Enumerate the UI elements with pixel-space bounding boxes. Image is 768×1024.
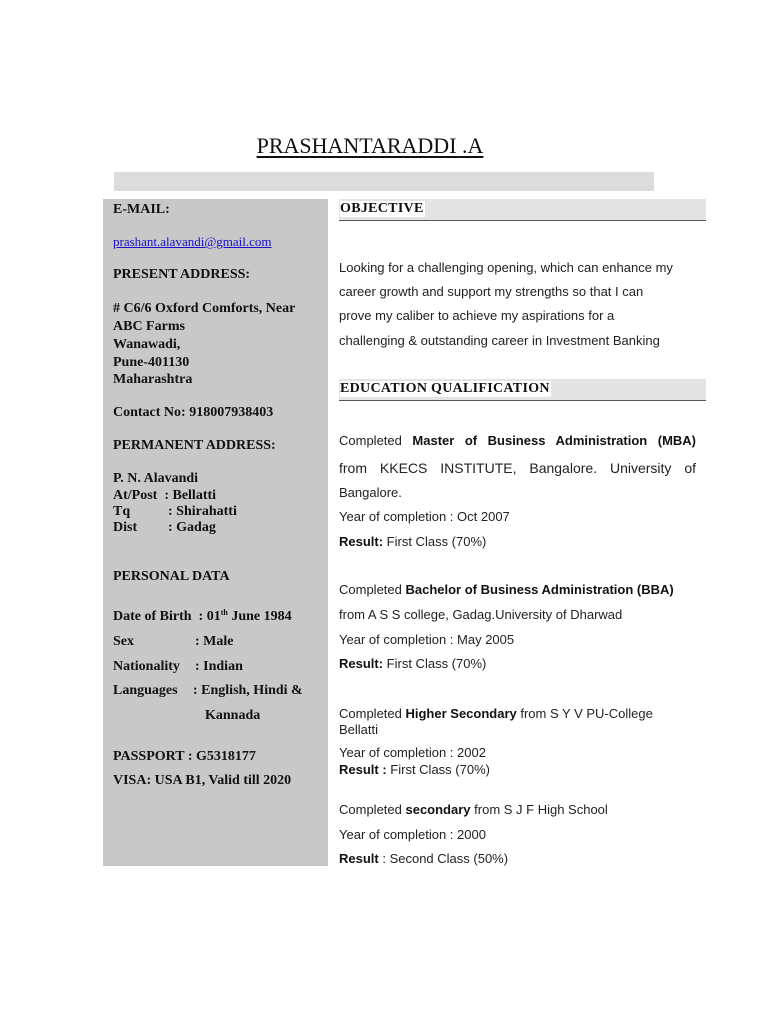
nationality-value: : Indian bbox=[195, 659, 243, 674]
dob-value-rest: June 1984 bbox=[227, 609, 292, 624]
address-value: : Shirahatti bbox=[168, 504, 237, 519]
permanent-address-row bbox=[113, 519, 216, 536]
visa-info: VISA: USA B1, Valid till 2020 bbox=[113, 773, 292, 788]
present-address-label: PRESENT ADDRESS: bbox=[113, 267, 251, 282]
bba-result-value: First Class (70%) bbox=[383, 656, 487, 671]
ssc-degree: secondary bbox=[405, 802, 471, 817]
languages-label: Languages bbox=[113, 683, 178, 698]
education-heading: EDUCATION QUALIFICATION bbox=[340, 381, 550, 396]
objective-line: career growth and support my strengths so that I can bbox=[339, 284, 644, 299]
personal-data-label: PERSONAL DATA bbox=[113, 569, 230, 584]
passport-number: PASSPORT : G5318177 bbox=[113, 749, 256, 764]
mba-university: Bangalore. bbox=[339, 485, 402, 500]
mba-prefix: Completed bbox=[339, 433, 413, 448]
bba-result-label: Result: bbox=[339, 656, 384, 671]
hsc-result-value: First Class (70%) bbox=[386, 762, 490, 777]
bba-year: Year of completion : May 2005 bbox=[339, 632, 515, 647]
address-value: : Bellatti bbox=[164, 488, 217, 503]
hsc-result-label: Result : bbox=[339, 762, 387, 777]
bba-degree: Bachelor of Business Administration (BBA) bbox=[405, 582, 674, 597]
ssc-line bbox=[339, 802, 608, 818]
dob-label: Date of Birth bbox=[113, 609, 192, 624]
dob-row bbox=[113, 608, 292, 625]
hsc-line bbox=[339, 706, 653, 722]
mba-result bbox=[339, 534, 486, 550]
candidate-name: PRASHANTARADDI .A bbox=[256, 133, 484, 158]
sex-label: Sex bbox=[113, 634, 134, 649]
dob-suffix: th bbox=[220, 608, 228, 617]
objective-line: prove my caliber to achieve my aspirations for a bbox=[339, 308, 615, 323]
ssc-prefix: Completed bbox=[339, 802, 406, 817]
hsc-institute: from S Y V PU-College bbox=[516, 706, 653, 721]
present-address-line: # C6/6 Oxford Comforts, Near bbox=[113, 301, 296, 316]
bba-institute: from A S S college, Gadag.University of Dharwad bbox=[339, 607, 623, 622]
bba-result bbox=[339, 656, 486, 672]
permanent-address-name: P. N. Alavandi bbox=[113, 471, 199, 486]
dob-value: : 01 bbox=[198, 609, 221, 624]
mba-institute: from KKECS INSTITUTE, Bangalore. University of bbox=[339, 460, 696, 476]
contact-number: Contact No: 918007938403 bbox=[113, 405, 274, 420]
email-label: E-MAIL: bbox=[113, 202, 170, 217]
hsc-location: Bellatti bbox=[339, 722, 379, 737]
mba-result-value: First Class (70%) bbox=[383, 534, 487, 549]
permanent-address-row bbox=[113, 503, 237, 520]
objective-heading: OBJECTIVE bbox=[340, 201, 424, 216]
languages-value: : English, Hindi & bbox=[193, 683, 303, 698]
ssc-result bbox=[339, 851, 508, 867]
sex-row bbox=[113, 633, 233, 650]
address-key: Dist bbox=[113, 520, 138, 535]
present-address-line: Wanawadi, bbox=[113, 337, 181, 352]
hsc-degree: Higher Secondary bbox=[405, 706, 517, 721]
address-key: Tq bbox=[113, 504, 131, 519]
permanent-address-label: PERMANENT ADDRESS: bbox=[113, 438, 276, 453]
objective-line: Looking for a challenging opening, which can enhance my bbox=[339, 260, 673, 275]
present-address-line: Maharashtra bbox=[113, 372, 193, 387]
objective-line: challenging & outstanding career in Investment Banking bbox=[339, 333, 660, 348]
objective-heading-bar bbox=[339, 199, 706, 221]
mba-result-label: Result: bbox=[339, 534, 384, 549]
email-link[interactable]: prashant.alavandi@gmail.com bbox=[113, 234, 272, 249]
mba-line bbox=[339, 433, 696, 449]
present-address-line: Pune-401130 bbox=[113, 355, 190, 370]
ssc-result-value: : Second Class (50%) bbox=[378, 851, 509, 866]
address-value: : Gadag bbox=[168, 520, 216, 535]
present-address-line: ABC Farms bbox=[113, 319, 185, 334]
education-heading-bar bbox=[339, 379, 706, 401]
languages-value-continued: Kannada bbox=[205, 708, 261, 723]
ssc-year: Year of completion : 2000 bbox=[339, 827, 486, 842]
sex-value: : Male bbox=[195, 634, 234, 649]
hsc-result bbox=[339, 762, 490, 778]
permanent-address-row bbox=[113, 487, 216, 504]
bba-prefix: Completed bbox=[339, 582, 406, 597]
nationality-row bbox=[113, 658, 243, 675]
languages-row bbox=[113, 682, 303, 699]
hsc-year: Year of completion : 2002 bbox=[339, 745, 486, 760]
ssc-result-label: Result bbox=[339, 851, 379, 866]
hsc-prefix: Completed bbox=[339, 706, 406, 721]
header-divider-bar bbox=[114, 172, 654, 191]
bba-line bbox=[339, 582, 674, 598]
ssc-institute: from S J F High School bbox=[470, 802, 608, 817]
mba-degree: Master of Business Administration (MBA) bbox=[412, 433, 696, 448]
address-key: At/Post bbox=[113, 488, 158, 503]
mba-year: Year of completion : Oct 2007 bbox=[339, 509, 510, 524]
nationality-label: Nationality bbox=[113, 659, 180, 674]
